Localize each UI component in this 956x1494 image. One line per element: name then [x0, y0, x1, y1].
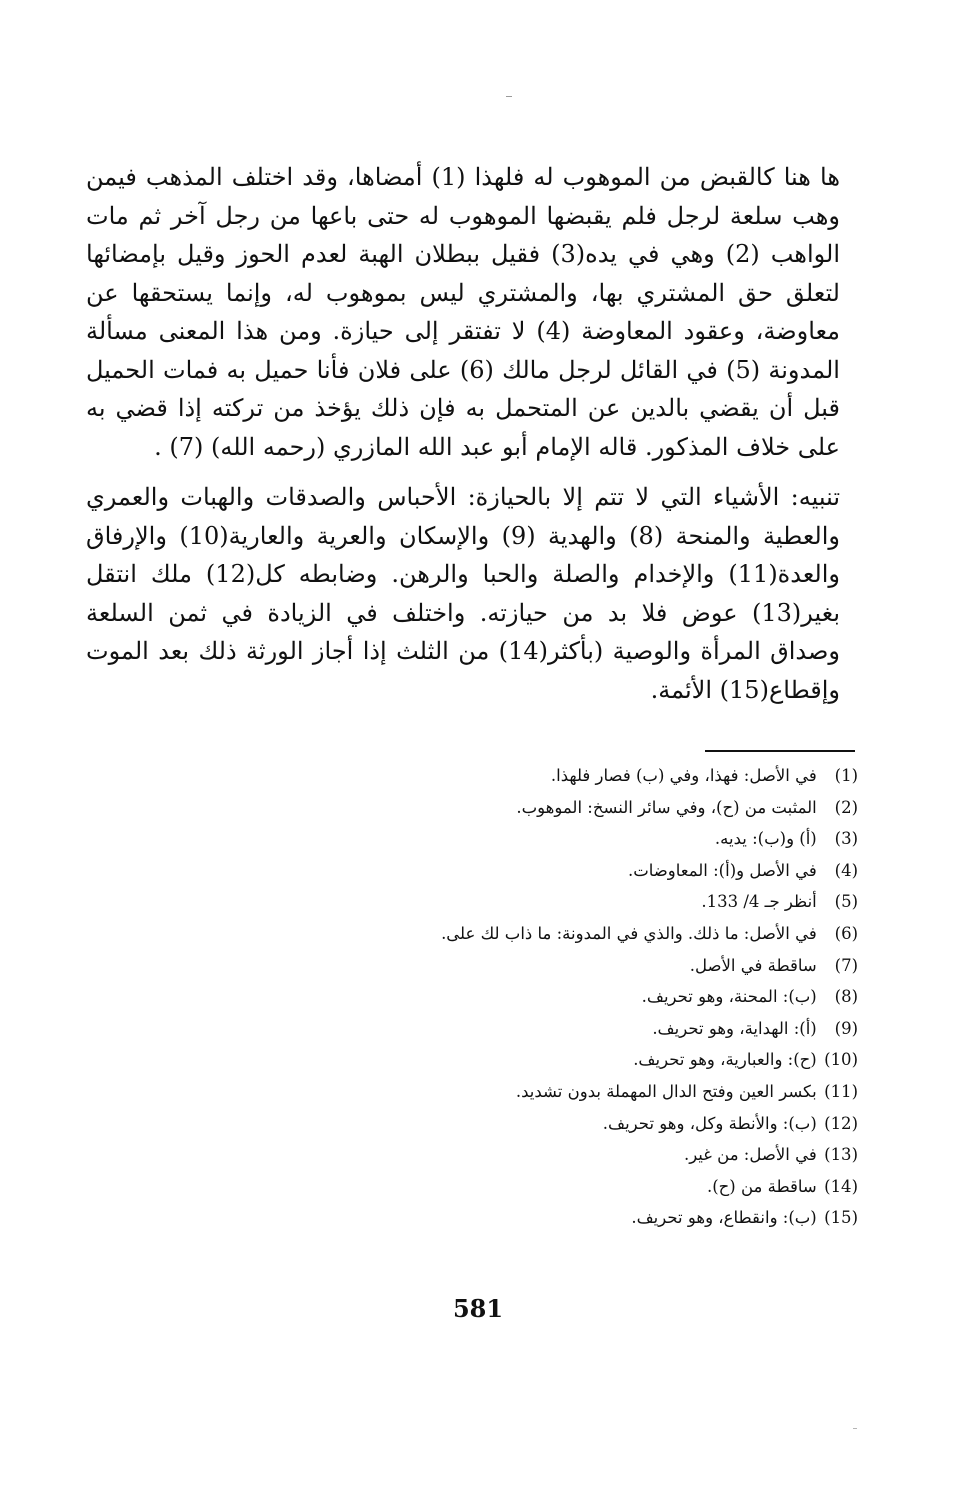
footnote-number: (4)	[834, 860, 858, 880]
footnote-text: (ب): والأنطة وكل، وهو تحريف.	[602, 1113, 817, 1133]
footnote	[258, 981, 858, 1013]
footnote-text: بكسر العين وفتح الدال المهملة بدون تشديد.	[515, 1081, 817, 1101]
footnote-number: (2)	[834, 797, 858, 817]
footnote-number: (12)	[824, 1113, 858, 1133]
footnote-text: (ب): وانقطاع، وهو تحريف.	[631, 1208, 817, 1228]
footnote	[258, 918, 858, 950]
footnote-number: (6)	[834, 923, 858, 943]
footnote-text: أنظر جـ 4/ 133.	[701, 892, 817, 912]
footnote-text: في الأصل: ما ذلك. والذي في المدونة: ما ذاب لك على.	[441, 923, 817, 943]
footnote	[258, 1171, 858, 1203]
footnote-number: (11)	[824, 1081, 858, 1101]
footnote	[258, 855, 858, 887]
footnote-number: (13)	[824, 1145, 858, 1165]
footnote	[258, 1044, 858, 1076]
footnote	[258, 760, 858, 792]
footnote	[258, 823, 858, 855]
paragraph-main: ها هنا كالقبض من الموهوب له فلهذا (1) أمضاها، وقد اختلف المذهب فيمن وهب سلعة لرجل فلم يقبضها الموهوب له حتى باعها من رجل آخر ثم مات الواهب (2) وهي في يده(3) فقيل ببطلان الهبة لعدم الحوز وقيل بإمضائها لتعلق حق المشتري بها، والمشتري ليس بموهوب له، وإنما يستحقها عن معاوضة، وعقود المعاوضة (4) لا تفتقر إلى حيازة. ومن هذا المعنى مسألة المدونة (5) في القائل لرجل مالك (6) على فلان فأنا حميل به فمات الحميل قبل أن يقضي بالدين عن المتحمل به فإن ذلك يؤخذ من تركته إذا قضي به على خلاف المذكور. قاله الإمام أبو عبد الله المازري (رحمه الله) (7) .	[86, 163, 840, 461]
footnote-number: (15)	[824, 1208, 858, 1228]
footnote-text: (ب): المحنة، وهو تحريف.	[641, 987, 817, 1007]
paragraph-note: تنبيه: الأشياء التي لا تتم إلا بالحيازة: الأحباس والصدقات والهبات والعمري والعطية والمنحة (8) والهدية (9) والإسكان والعرية والعارية(10) والإرفاق والعدة(11) والإخدام والصلة والحبا والرهن. وضابطه كل(12) ملك انتقل بغير(13) عوض فلا بد من حيازته. واختلف في الزيادة في ثمن السلعة وصداق المرأة والوصية (بأكثر(14) من الثلث إذا أجاز الورثة ذلك بعد الموت وإقطاع(15) الأئمة.	[86, 483, 840, 704]
footnote-number: (9)	[834, 1018, 858, 1038]
footnote-text: في الأصل: من غير.	[683, 1145, 817, 1165]
footnote-text: في الأصل و(أ): المعاوضات.	[627, 860, 817, 880]
footnote	[258, 886, 858, 918]
footnote-number: (5)	[834, 892, 858, 912]
footnote-number: (8)	[834, 987, 858, 1007]
footnote-number: (1)	[834, 766, 858, 785]
footnote-text: المثبت من (ح)، وفي سائر النسخ: الموهوب.	[516, 797, 817, 817]
footnote-text: ساقطة من (ح).	[706, 1176, 817, 1196]
footnote	[258, 1139, 858, 1171]
scan-mark	[853, 1428, 857, 1429]
footnote-number: (3)	[834, 829, 858, 849]
footnote-separator	[705, 750, 855, 752]
footnote	[258, 950, 858, 982]
footnote-text: (ح): والعبارية، وهو تحريف.	[633, 1050, 817, 1070]
footnote-number: (7)	[834, 955, 858, 975]
footnote	[258, 792, 858, 824]
scan-mark	[506, 96, 512, 97]
footnote-text: (أ) و(ب): يديه.	[714, 829, 817, 849]
footnote-text: ساقطة في الأصل.	[689, 955, 817, 975]
page-number: 581	[452, 1294, 504, 1323]
footnote	[258, 1108, 858, 1140]
footnote	[258, 1202, 858, 1234]
footnote-text: في الأصل: فهذا، وفي (ب) فصار فلهذا.	[550, 766, 817, 785]
footnote	[258, 1013, 858, 1045]
footnotes	[258, 760, 858, 1234]
footnote-number: (14)	[824, 1176, 858, 1196]
footnote-number: (10)	[824, 1050, 858, 1070]
footnote	[258, 1076, 858, 1108]
main-text	[86, 158, 840, 709]
footnote-text: (أ): الهداية، وهو تحريف.	[652, 1018, 817, 1038]
